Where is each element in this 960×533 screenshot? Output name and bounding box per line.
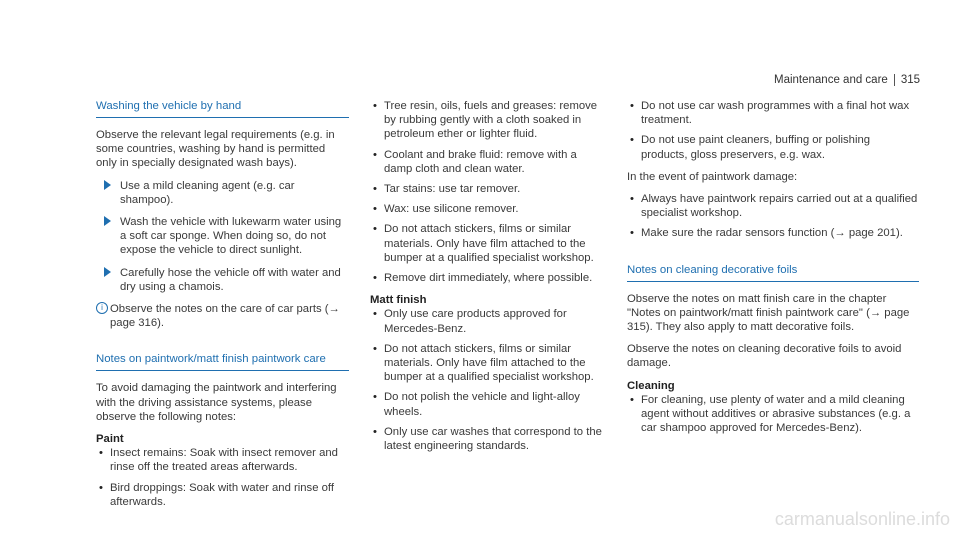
step-arrow-icon (104, 180, 111, 190)
heading-paintwork-care: Notes on paintwork/matt finish paintwork care (96, 352, 349, 371)
list-item: • Do not attach stickers, films or similar materials. Only have film attached to the bumper at a qualified specialist workshop. (370, 342, 607, 385)
list-wash (627, 99, 919, 162)
step-1 (96, 179, 349, 207)
list-item: • Do not attach stickers, films or similar materials. Only have film attached to the bumper at a qualified specialist workshop. (370, 222, 607, 265)
step-1-text: Use a mild cleaning agent (e.g. car shampoo). (120, 179, 295, 206)
list-item: • Only use car washes that correspond to the latest engineering standards. (370, 425, 607, 453)
column-middle (370, 99, 607, 461)
label-cleaning: Cleaning (627, 379, 675, 392)
page-number: 315 (900, 74, 920, 87)
column-left (96, 99, 349, 517)
paragraph-foils-2: Observe the notes on cleaning decorative foils to avoid damage. (627, 343, 902, 370)
step-2-text: Wash the vehicle with lukewarm water using a soft car sponge. When doing so, do not expose the vehicle to direct sunlight. (120, 216, 342, 257)
label-matt-finish: Matt finish (370, 294, 427, 307)
list-item: • Bird droppings: Soak with water and rinse off afterwards. (96, 481, 349, 509)
list-item: • Do not use paint cleaners, buffing or polishing products, gloss preservers, e.g. wax. (627, 133, 919, 161)
step-arrow-icon (104, 267, 111, 277)
paragraph-legal: Observe the relevant legal requirements (e.g. in some countries, washing by hand is permitted only in specially designated wash bays). (96, 129, 335, 170)
list-item: • Insect remains: Soak with insect remover and rinse off the treated areas afterwards. (96, 446, 349, 474)
page-header (774, 74, 920, 86)
header-divider (894, 74, 895, 86)
list-item: • Always have paintwork repairs carried out at a qualified specialist workshop. (627, 192, 919, 220)
list-item: • Tar stains: use tar remover. (370, 182, 607, 196)
list-item: • Tree resin, oils, fuels and greases: remove by rubbing gently with a cloth soaked in petroleum ether or lighter fluid. (370, 99, 607, 142)
watermark: carmanualsonline.info (774, 509, 950, 529)
list-item: • Do not polish the vehicle and light-alloy wheels. (370, 390, 607, 418)
column-right (627, 99, 919, 443)
step-2 (96, 215, 349, 258)
section-title: Maintenance and care (774, 74, 888, 87)
step-arrow-icon (104, 216, 111, 226)
list-item: • For cleaning, use plenty of water and a mild cleaning agent without additives or abrasive substances (e.g. a car shampoo approved for Mercedes-Benz). (627, 393, 919, 436)
list-item: • Make sure the radar sensors function (→ page 201). (627, 226, 919, 240)
note-care-parts (96, 302, 349, 330)
heading-decorative-foils: Notes on cleaning decorative foils (627, 263, 919, 282)
heading-washing-by-hand: Washing the vehicle by hand (96, 99, 349, 118)
list-cleaning (627, 393, 919, 436)
info-icon: i (96, 302, 108, 314)
list-item: • Wax: use silicone remover. (370, 202, 607, 216)
list-stains (370, 99, 607, 285)
paragraph-foils-1: Observe the notes on matt finish care in the chapter "Notes on paintwork/matt finish paintwork care" (→ page 315). They also apply to matt decorative foils. (627, 292, 910, 334)
list-damage (627, 192, 919, 241)
list-item: • Do not use car wash programmes with a final hot wax treatment. (627, 99, 919, 127)
paragraph-paint-intro: To avoid damaging the paintwork and interfering with the driving assistance systems, please observe the following notes: (96, 382, 337, 423)
list-paint (96, 446, 349, 509)
list-item: • Only use care products approved for Mercedes-Benz. (370, 307, 607, 335)
step-3-text: Carefully hose the vehicle off with water and dry using a chamois. (120, 266, 341, 293)
label-paint: Paint (96, 433, 124, 446)
paragraph-damage: In the event of paintwork damage: (627, 170, 798, 183)
list-item: • Coolant and brake fluid: remove with a damp cloth and clean water. (370, 148, 607, 176)
step-3 (96, 266, 349, 294)
list-matt (370, 307, 607, 453)
note-text: Observe the notes on the care of car parts (→ page 316). (110, 303, 340, 330)
list-item: • Remove dirt immediately, where possible. (370, 271, 607, 285)
